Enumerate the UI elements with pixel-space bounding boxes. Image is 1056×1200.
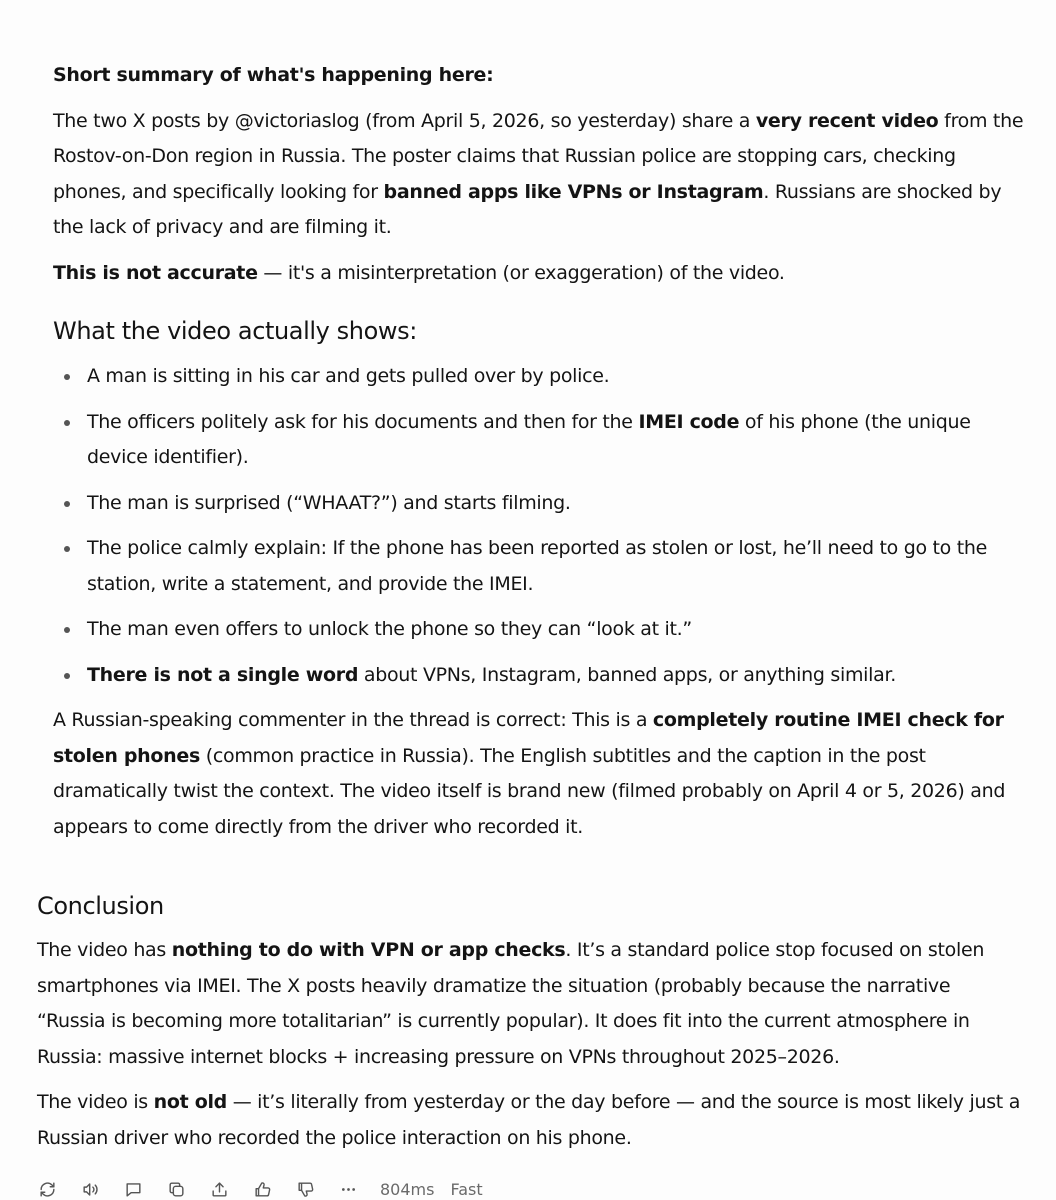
copy-icon[interactable] [165, 1178, 187, 1200]
bullet-dot [64, 501, 70, 507]
bullet-dot [64, 673, 70, 679]
comment-icon[interactable] [122, 1178, 144, 1200]
summary-paragraph: The two X posts by @victoriaslog (from April 5, 2026, so yesterday) share a very recent video from the Rostov-on-Don region in Russia. The poster claims that Russian police are stopping cars, checking phones, and specifically looking for banned apps like VPNs or Instagram. Russians are shocked by the lack of privacy and are filming it. [53, 109, 1024, 238]
video-section-heading: What the video actually shows: [53, 317, 417, 345]
read-aloud-icon[interactable] [79, 1178, 101, 1200]
list-item: The man even offers to unlock the phone so they can “look at it.” [53, 612, 1028, 648]
summary-heading: Short summary of what's happening here: [53, 64, 494, 86]
list-item: A man is sitting in his car and gets pulled over by police. [53, 359, 1028, 395]
share-icon[interactable] [208, 1178, 230, 1200]
accuracy-paragraph: This is not accurate — it's a misinterpretation (or exaggeration) of the video. [53, 261, 785, 284]
response-body [53, 58, 1028, 845]
bullet-dot [64, 546, 70, 552]
conclusion-section [37, 890, 1022, 1156]
list-item: The man is surprised (“WHAAT?”) and starts filming. [53, 486, 1028, 522]
bullet-dot [64, 374, 70, 380]
conclusion-paragraph-1: The video has nothing to do with VPN or app checks. It’s a standard police stop focused on stolen smartphones via IMEI. The X posts heavily dramatize the situation (probably because the narrative “Russia is becoming more totalitarian” is currently popular). It does fit into the current atmosphere in Russia: massive internet blocks + increasing pressure on VPNs throughout 2025–2026. [37, 939, 985, 1068]
list-item: The officers politely ask for his documents and then for the IMEI code of his phone (the unique device identifier). [53, 405, 1028, 476]
conclusion-paragraph-2: The video is not old — it’s literally from yesterday or the day before — and the source is most likely just a Russian driver who recorded the police interaction on his phone. [37, 1091, 1021, 1149]
list-item: There is not a single word about VPNs, Instagram, banned apps, or anything similar. [53, 658, 1028, 694]
message-action-toolbar [36, 1178, 499, 1200]
video-bullet-list [53, 359, 1028, 693]
list-item: The police calmly explain: If the phone has been reported as stolen or lost, he’ll need to go to the station, write a statement, and provide the IMEI. [53, 531, 1028, 602]
thumbs-up-icon[interactable] [251, 1178, 273, 1200]
commenter-paragraph: A Russian-speaking commenter in the thread is correct: This is a completely routine IMEI check for stolen phones (common practice in Russia). The English subtitles and the caption in the post dramatically twist the context. The video itself is brand new (filmed probably on April 4 or 5, 2026) and appears to come directly from the driver who recorded it. [53, 709, 1006, 838]
regenerate-icon[interactable] [36, 1178, 58, 1200]
more-icon[interactable] [337, 1178, 359, 1200]
latency-label: 804ms [380, 1179, 435, 1199]
bullet-dot [64, 627, 70, 633]
mode-label[interactable]: Fast [450, 1179, 483, 1199]
conclusion-heading: Conclusion [37, 892, 164, 920]
bullet-dot [64, 420, 70, 426]
thumbs-down-icon[interactable] [294, 1178, 316, 1200]
